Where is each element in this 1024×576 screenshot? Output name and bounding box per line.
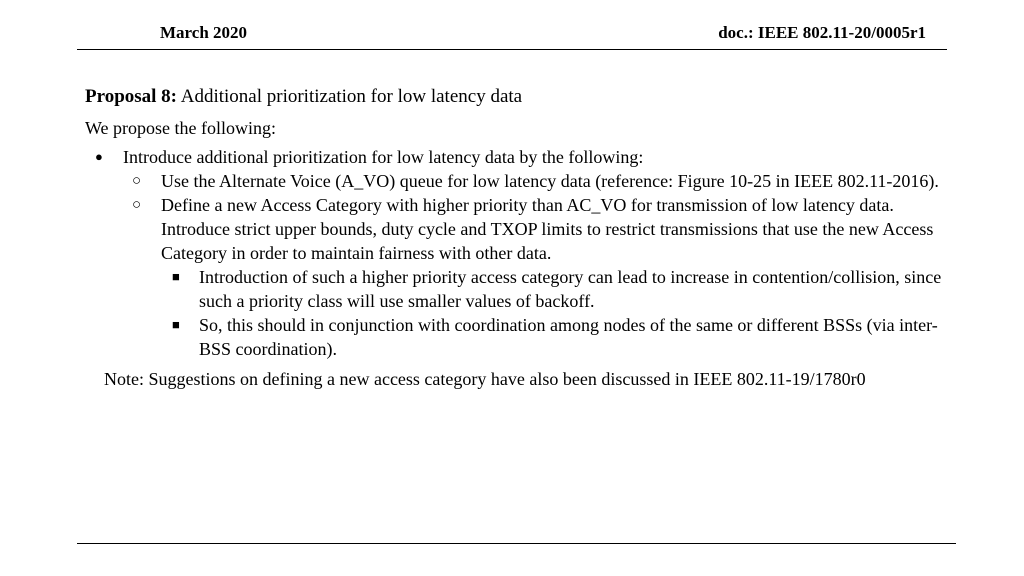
header-rule (77, 49, 947, 50)
sub-bullet-item (85, 193, 945, 265)
footer-rule (77, 543, 956, 544)
sub-sub-bullet-text: Introduction of such a higher priority access category can lead to increase in contention/collision, since such a priority class will use smaller values of backoff. (199, 267, 942, 311)
sub-sub-bullet-item (85, 313, 945, 361)
sub-bullet-item (85, 169, 945, 193)
bullet-item (85, 145, 945, 169)
proposal-label: Proposal 8: (85, 86, 178, 107)
square-bullet-icon: ■ (172, 269, 180, 284)
proposal-title (85, 84, 945, 110)
intro-text: We propose the following: (85, 118, 277, 138)
hollow-circle-bullet-icon: ○ (132, 197, 142, 213)
sub-bullet-text: Define a new Access Category with higher priority than AC_VO for transmission of low latency data. Introduce strict upper bounds, duty cycle and TXOP limits to restrict transmissions that use the new Access Category in order to maintain fairness with other data. (161, 195, 934, 263)
square-bullet-icon: ■ (172, 317, 180, 332)
sub-bullet-text: Use the Alternate Voice (A_VO) queue for low latency data (reference: Figure 10-25 in IEEE 802.11-2016). (161, 171, 939, 191)
sub-sub-bullet-text: So, this should in conjunction with coordination among nodes of the same or different BSSs (via inter-BSS coordination). (199, 315, 938, 359)
note-text: Note: Suggestions on defining a new access category have also been discussed in IEEE 802.11-19/1780r0 (104, 369, 866, 389)
hollow-circle-bullet-icon: ○ (132, 173, 142, 189)
filled-circle-bullet-icon: ● (95, 149, 103, 164)
slide-content (85, 84, 945, 391)
proposal-heading: Additional prioritization for low latency data (180, 86, 523, 107)
sub-sub-bullet-item (85, 265, 945, 313)
header-date: March 2020 (160, 23, 248, 42)
header-doc-id: doc.: IEEE 802.11-20/0005r1 (718, 23, 926, 42)
bullet-text: Introduce additional prioritization for low latency data by the following: (123, 147, 644, 167)
